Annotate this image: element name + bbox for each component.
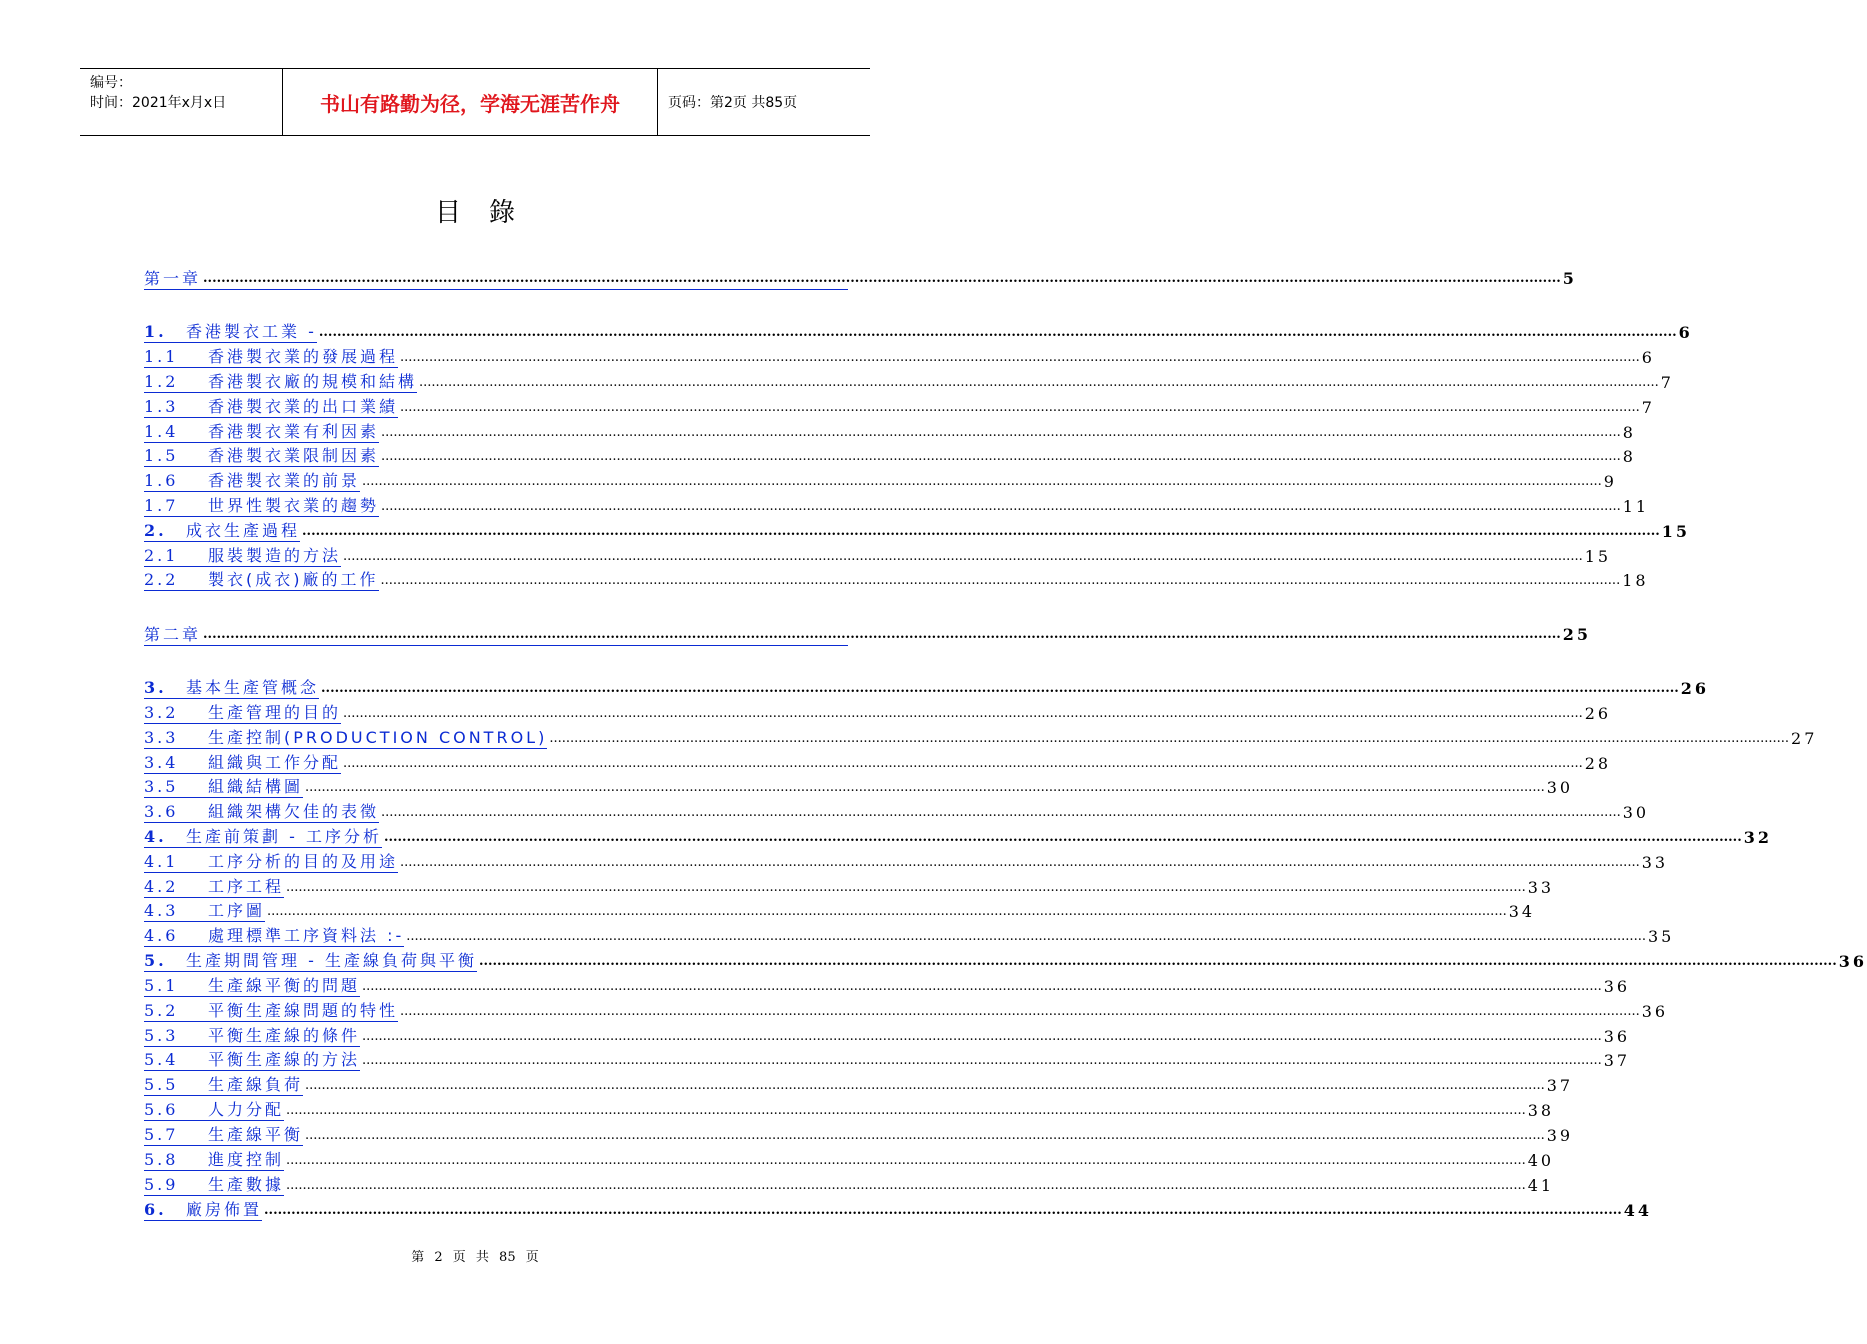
toc-entry-label: [144, 397, 398, 418]
toc-entry-label: [144, 877, 284, 898]
toc-entry[interactable]: [144, 948, 1867, 972]
toc-entry-text: 工序工程: [208, 877, 285, 896]
toc-entry[interactable]: [144, 898, 1536, 922]
toc-entry-number: 3.3: [144, 728, 179, 747]
toc-entry-page: 27: [1791, 729, 1818, 748]
toc-entry-text: 生產前策劃 - 工序分析: [186, 827, 382, 846]
toc-entry-page: 26: [1680, 679, 1710, 698]
toc-leader-dots: ............................................................................................................................................................................................................................................................................................................: [305, 1078, 1545, 1093]
toc-entry[interactable]: [144, 344, 1655, 368]
toc-entry-label: [144, 1150, 284, 1171]
toc-entry-page: 38: [1527, 1101, 1555, 1120]
toc-entry-page: 44: [1623, 1201, 1653, 1220]
toc-entry[interactable]: [144, 849, 1669, 873]
header-number: 编号：: [90, 75, 132, 91]
toc-entry-text: 香港製衣業有利因素: [208, 422, 380, 441]
toc-entry[interactable]: [144, 824, 1772, 848]
toc-entry-number: 3.5: [144, 777, 179, 796]
toc-entry[interactable]: [144, 265, 1577, 290]
toc-entry[interactable]: [144, 1047, 1631, 1071]
toc-entry[interactable]: [144, 443, 1636, 467]
toc-entry-number: 1.1: [144, 347, 179, 366]
toc-entry-text: 人力分配: [208, 1100, 285, 1119]
toc-entry-label: [144, 347, 398, 368]
toc-entry-text: 香港製衣業的出口業績: [208, 397, 399, 416]
toc-entry-page: 39: [1546, 1126, 1574, 1145]
toc-entry-label: [144, 446, 379, 467]
toc-entry-page: 6: [1641, 348, 1655, 367]
toc-entry-text: 成衣生產過程: [186, 521, 301, 540]
toc-entry-number: 5.7: [144, 1125, 179, 1144]
toc-entry-page: 30: [1622, 803, 1650, 822]
toc-leader-dots: ............................................................................................................................................................................................................................................................................................................: [286, 880, 1526, 895]
toc-entry-page: 7: [1660, 373, 1674, 392]
toc-entry-number: 5.2: [144, 1001, 179, 1020]
toc-entry-number: 6.: [144, 1200, 167, 1219]
toc-entry-number: 4.6: [144, 926, 179, 945]
toc-entry-page: 15: [1584, 547, 1612, 566]
toc-entry-page: 40: [1527, 1151, 1555, 1170]
toc-entry-number: 1.: [144, 322, 167, 341]
toc-leader-dots: ............................................................................................................................................................................................................................................................................................................: [381, 499, 1621, 514]
toc-leader-dots: ............................................................................................................................................................................................................................................................................................................: [286, 1153, 1526, 1168]
toc-entry[interactable]: [144, 1122, 1574, 1146]
toc-entry-page: 6: [1678, 323, 1693, 342]
toc-entry-text: 世界性製衣業的趨勢: [208, 496, 380, 515]
toc-entry[interactable]: [144, 1172, 1555, 1196]
toc-entry-text: 香港製衣廠的規模和結構: [208, 372, 418, 391]
toc-entry[interactable]: [144, 1197, 1653, 1221]
toc-entry-text: 生產線平衡的問題: [208, 976, 361, 995]
toc-entry-label: [144, 678, 319, 699]
toc-leader-dots: ............................................................................................................................................................................................................................................................................................................: [362, 474, 1602, 489]
toc-entry-label: [144, 951, 477, 972]
toc-entry-page: 37: [1546, 1076, 1574, 1095]
toc-leader-dots: ............................................................................................................................................................................................................................................................................................................: [321, 681, 1679, 696]
toc-entry-text: 生產控制(PRODUCTION CONTROL): [208, 728, 548, 747]
toc-entry-number: 3.2: [144, 703, 179, 722]
toc-leader-dots: ............................................................................................................................................................................................................................................................................................................: [478, 954, 1837, 969]
toc-entry-label: [144, 570, 379, 591]
toc-entry[interactable]: [144, 675, 1710, 699]
toc-entry-page: 36: [1838, 952, 1867, 971]
toc-entry-number: 3.6: [144, 802, 179, 821]
toc-entry-text: 工序分析的目的及用途: [208, 852, 399, 871]
toc-entry[interactable]: [144, 874, 1555, 898]
toc-entry-number: 1.6: [144, 471, 179, 490]
toc-leader-dots: ............................................................................................................................................................................................................................................................................................................: [362, 1029, 1602, 1044]
toc-leader-dots: ............................................................................................................................................................................................................................................................................................................: [203, 271, 1561, 286]
toc-entry-number: 4.3: [144, 901, 179, 920]
header-time: 时间：2021年x月x日: [90, 95, 227, 111]
toc-entry-label: [144, 926, 404, 947]
toc-entry-text: 生產線負荷: [208, 1075, 304, 1094]
toc-entry[interactable]: [144, 1072, 1574, 1096]
toc-entry[interactable]: [144, 750, 1612, 774]
toc-leader-dots: ............................................................................................................................................................................................................................................................................................................: [362, 1053, 1602, 1068]
toc-entry[interactable]: [144, 543, 1612, 567]
toc-entry-number: 4.: [144, 827, 167, 846]
toc-entry-label: [144, 372, 417, 393]
toc-entry-page: 18: [1622, 571, 1649, 590]
toc-entry-label: [144, 802, 379, 823]
toc-entry[interactable]: [144, 1147, 1555, 1171]
toc-entry[interactable]: [144, 799, 1650, 823]
toc-entry-page: 41: [1527, 1176, 1555, 1195]
toc-leader-dots: ............................................................................................................................................................................................................................................................................................................: [381, 425, 1621, 440]
toc-entry-text: 香港製衣業限制因素: [208, 446, 380, 465]
toc-entry[interactable]: [144, 369, 1674, 393]
toc-entry[interactable]: [144, 998, 1669, 1022]
toc-entry-label: [144, 1175, 284, 1196]
toc-entry-label: [144, 1125, 303, 1146]
toc-entry-page: 8: [1622, 447, 1636, 466]
page-footer: 第 2 页 共 85 页: [411, 1250, 539, 1265]
toc-entry-label: [144, 901, 265, 922]
toc-entry-number: 4.1: [144, 852, 179, 871]
toc-entry-label: [144, 1200, 262, 1221]
toc-entry-number: 5.8: [144, 1150, 179, 1169]
toc-entry-label: [144, 546, 341, 567]
toc-leader-dots: ............................................................................................................................................................................................................................................................................................................: [381, 449, 1621, 464]
toc-entry-label: [144, 777, 303, 798]
toc-entry-number: 5.: [144, 951, 167, 970]
toc-entry-number: 1.4: [144, 422, 179, 441]
toc-entry-number: 1.2: [144, 372, 179, 391]
toc-entry-page: 37: [1603, 1051, 1631, 1070]
toc-entry-page: 26: [1584, 704, 1612, 723]
toc-entry-page: 15: [1661, 522, 1691, 541]
toc-entry-page: 28: [1584, 754, 1612, 773]
toc-leader-dots: ............................................................................................................................................................................................................................................................................................................: [362, 979, 1602, 994]
toc-entry-text: 進度控制: [208, 1150, 285, 1169]
toc-entry-page: 11: [1622, 497, 1650, 516]
toc-entry-number: 1.5: [144, 446, 179, 465]
toc-leader-dots: ............................................................................................................................................................................................................................................................................................................: [286, 1103, 1526, 1118]
toc-entry-label: [144, 976, 360, 997]
toc-entry-page: 36: [1603, 977, 1631, 996]
toc-leader-dots: ............................................................................................................................................................................................................................................................................................................: [264, 1203, 1622, 1218]
header-page-info: 页码：第2页 共85页: [668, 95, 798, 111]
toc-leader-dots: ............................................................................................................................................................................................................................................................................................................: [305, 780, 1545, 795]
toc-entry-text: 香港製衣業的前景: [208, 471, 361, 490]
header-meta: [80, 69, 282, 135]
toc-entry-text: 組織結構圖: [208, 777, 304, 796]
toc-entry-number: 3.: [144, 678, 167, 697]
toc-entry[interactable]: [144, 774, 1574, 798]
toc-entry-label: [144, 1050, 360, 1071]
toc-entry-page: 5: [1562, 269, 1577, 288]
toc-leader-dots: ............................................................................................................................................................................................................................................................................................................: [343, 706, 1583, 721]
toc-entry-text: 處理標準工序資料法 :-: [208, 926, 405, 945]
toc-leader-dots: ............................................................................................................................................................................................................................................................................................................: [400, 400, 1640, 415]
toc-entry-page: 34: [1508, 902, 1536, 921]
toc-entry[interactable]: [144, 621, 1592, 646]
toc-leader-dots: ............................................................................................................................................................................................................................................................................................................: [380, 573, 1621, 588]
toc-entry-text: 平衡生產線問題的特性: [208, 1001, 399, 1020]
toc-entry-number: 3.4: [144, 753, 179, 772]
toc-leader-dots: ............................................................................................................................................................................................................................................................................................................: [383, 830, 1742, 845]
toc-entry-label: [144, 625, 201, 645]
toc-entry-label: [144, 1100, 284, 1121]
toc-leader-dots: ............................................................................................................................................................................................................................................................................................................: [286, 1178, 1526, 1193]
toc-entry-text: 第一章: [144, 269, 202, 288]
toc-entry-number: 5.9: [144, 1175, 179, 1194]
toc-entry[interactable]: [144, 923, 1675, 947]
toc-entry[interactable]: [144, 1023, 1631, 1047]
toc-entry-page: 30: [1546, 778, 1574, 797]
toc-entry-number: 5.3: [144, 1026, 179, 1045]
toc-entry-label: [144, 322, 317, 343]
toc-entry-label: [144, 852, 398, 873]
toc-entry-text: 廠房佈置: [186, 1200, 263, 1219]
toc-entry-number: 5.6: [144, 1100, 179, 1119]
toc-entry-number: 4.2: [144, 877, 179, 896]
toc-entry-text: 組織架構欠佳的表徵: [208, 802, 380, 821]
toc-entry-label: [144, 269, 201, 289]
toc-entry[interactable]: [144, 468, 1617, 492]
toc-leader-dots: ............................................................................................................................................................................................................................................................................................................: [343, 549, 1583, 564]
toc-entry-label: [144, 471, 360, 492]
toc-entry-number: 1.3: [144, 397, 179, 416]
toc-entry-number: 5.4: [144, 1050, 179, 1069]
toc-entry-page: 7: [1641, 398, 1655, 417]
toc-entry-label: [144, 521, 300, 542]
toc-entry-text: 工序圖: [208, 901, 266, 920]
header-motto: 书山有路勤为径，学海无涯苦作舟: [282, 69, 658, 135]
toc-entry[interactable]: [144, 1097, 1555, 1121]
toc-entry-text: 第二章: [144, 625, 202, 644]
toc-leader-dots: ............................................................................................................................................................................................................................................................................................................: [302, 524, 1660, 539]
toc-entry-label: [144, 422, 379, 443]
toc-leader-dots: ............................................................................................................................................................................................................................................................................................................: [343, 756, 1583, 771]
toc-leader-dots: ............................................................................................................................................................................................................................................................................................................: [267, 904, 1507, 919]
toc-entry[interactable]: [144, 973, 1631, 997]
toc-leader-dots: ............................................................................................................................................................................................................................................................................................................: [400, 350, 1640, 365]
toc-entry[interactable]: [144, 319, 1693, 343]
toc-entry[interactable]: [144, 419, 1636, 443]
toc-entry-text: 平衡生產線的方法: [208, 1050, 361, 1069]
toc-entry-label: [144, 728, 547, 749]
toc-entry-label: [144, 1075, 303, 1096]
toc-entry-label: [144, 703, 341, 724]
toc-entry-number: 5.1: [144, 976, 179, 995]
toc-entry-page: 32: [1743, 828, 1772, 847]
toc-entry[interactable]: [144, 700, 1612, 724]
toc-entry-text: 生產數據: [208, 1175, 285, 1194]
toc-leader-dots: ............................................................................................................................................................................................................................................................................................................: [381, 805, 1621, 820]
toc-entry-text: 基本生產管概念: [186, 678, 320, 697]
toc-entry-label: [144, 496, 379, 517]
toc-leader-dots: ............................................................................................................................................................................................................................................................................................................: [406, 929, 1646, 944]
toc-entry[interactable]: [144, 394, 1655, 418]
toc-entry-text: 平衡生產線的條件: [208, 1026, 361, 1045]
toc-entry-number: 2.2: [144, 570, 179, 589]
toc-entry-number: 1.7: [144, 496, 179, 515]
toc-leader-dots: ............................................................................................................................................................................................................................................................................................................: [203, 627, 1561, 642]
toc-entry-text: 生產管理的目的: [208, 703, 342, 722]
toc-entry-text: 製衣(成衣)廠的工作: [208, 570, 379, 589]
toc-entry-page: 33: [1527, 878, 1555, 897]
toc-entry[interactable]: [144, 493, 1650, 517]
toc-entry-number: 2.1: [144, 546, 179, 565]
page-header: [80, 68, 870, 136]
toc-entry-label: [144, 1001, 398, 1022]
toc-entry-label: [144, 1026, 360, 1047]
toc-leader-dots: ............................................................................................................................................................................................................................................................................................................: [400, 855, 1640, 870]
toc-entry-text: 香港製衣業的發展過程: [208, 347, 399, 366]
toc-entry[interactable]: [144, 518, 1691, 542]
toc-entry[interactable]: [144, 567, 1649, 591]
toc-entry-page: 25: [1562, 625, 1592, 644]
toc-entry-number: 5.5: [144, 1075, 179, 1094]
toc-entry-text: 組織與工作分配: [208, 753, 342, 772]
toc-entry[interactable]: [144, 725, 1818, 749]
toc-entry-page: 36: [1641, 1002, 1669, 1021]
toc-entry-page: 36: [1603, 1027, 1631, 1046]
toc-entry-page: 33: [1641, 853, 1669, 872]
toc-entry-text: 服裝製造的方法: [208, 546, 342, 565]
toc-entry-page: 35: [1647, 927, 1675, 946]
toc-entry-page: 9: [1603, 472, 1617, 491]
document-title: 目錄: [434, 198, 543, 228]
toc-entry-text: 香港製衣工業 -: [186, 322, 317, 341]
toc-leader-dots: ............................................................................................................................................................................................................................................................................................................: [318, 325, 1677, 340]
toc-entry-label: [144, 753, 341, 774]
toc-leader-dots: ............................................................................................................................................................................................................................................................................................................: [419, 375, 1659, 390]
toc-entry-page: 8: [1622, 423, 1636, 442]
toc-leader-dots: ............................................................................................................................................................................................................................................................................................................: [305, 1128, 1545, 1143]
toc-entry-text: 生產期間管理 - 生產線負荷與平衡: [186, 951, 477, 970]
toc-entry-number: 2.: [144, 521, 167, 540]
toc-entry-text: 生產線平衡: [208, 1125, 304, 1144]
toc-leader-dots: ............................................................................................................................................................................................................................................................................................................: [400, 1004, 1640, 1019]
toc-entry-label: [144, 827, 382, 848]
toc-leader-dots: ............................................................................................................................................................................................................................................................................................................: [549, 731, 1790, 746]
